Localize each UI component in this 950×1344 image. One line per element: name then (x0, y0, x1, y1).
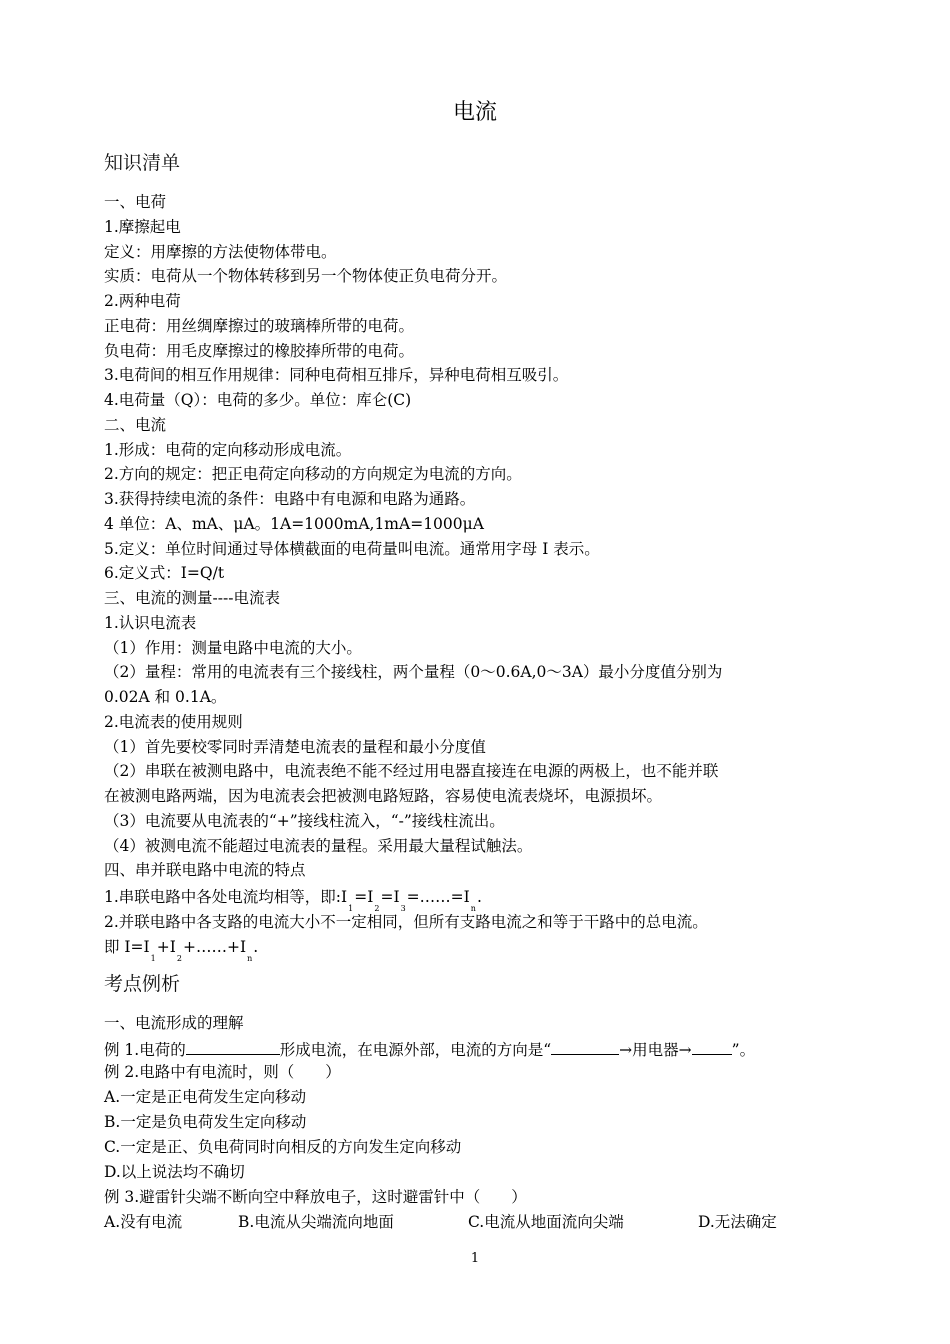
formula-text: 即 I=I (104, 938, 150, 956)
subscript: 1 (150, 954, 156, 963)
subscript: n (470, 904, 476, 913)
knowledge-line: 定义：用摩擦的方法使物体带电。 (104, 242, 337, 261)
parallel-law-line: 2.并联电路中各支路的电流大小不一定相同，但所有支路电流之和等于干路中的总电流。 (104, 913, 708, 931)
knowledge-line: （2）串联在被测电路中，电流表绝不能不经过用电器直接连在电源的两极上，也不能并联 (104, 762, 719, 781)
example-2: 例 2.电路中有电流时，则（ ） (104, 1063, 341, 1081)
knowledge-line: （1）首先要校零同时弄清楚电流表的量程和最小分度值 (104, 737, 486, 756)
knowledge-line: 2.电流表的使用规则 (104, 712, 243, 731)
knowledge-line: 负电荷：用毛皮摩擦过的橡胶捧所带的电荷。 (104, 341, 415, 360)
series-law-text: . (476, 888, 482, 906)
example-1 (104, 1038, 862, 1060)
knowledge-line: 1.认识电流表 (104, 613, 197, 632)
series-law-text: 1.串联电路中各处电流均相等，即:I (104, 888, 348, 906)
knowledge-line: 3.获得持续电流的条件：电路中有电源和电路为通路。 (104, 490, 476, 508)
example-3-options (104, 1212, 862, 1232)
knowledge-line: 0.02A 和 0.1A。 (104, 688, 227, 706)
example-2-option-b: B.一定是负电荷发生定向移动 (104, 1113, 307, 1131)
knowledge-line: （3）电流要从电流表的“+”接线柱流入，“-”接线柱流出。 (104, 811, 505, 830)
knowledge-line: 二、电流 (104, 415, 167, 434)
knowledge-line: 6.定义式：I=Q/t (104, 564, 225, 583)
section-heading-examples: 考点例析 (104, 973, 181, 995)
section-heading-knowledge: 知识清单 (104, 152, 181, 174)
knowledge-line: 2.方向的规定：把正电荷定向移动的方向规定为电流的方向。 (104, 465, 522, 484)
example-3-option-c: C.电流从地面流向尖端 (468, 1213, 624, 1231)
knowledge-line: 正电荷：用丝绸摩擦过的玻璃棒所带的电荷。 (104, 316, 415, 335)
series-law-text: =……=I (406, 888, 470, 906)
answer-blank[interactable] (186, 1038, 280, 1055)
knowledge-line: 1.形成：电荷的定向移动形成电流。 (104, 440, 352, 459)
formula-text: . (253, 938, 259, 956)
parallel-formula-line (104, 937, 862, 969)
knowledge-line: 4.电荷量（Q）：电荷的多少。单位：库仑(C) (104, 391, 412, 409)
example-3-option-d: D.无法确定 (698, 1213, 777, 1231)
example-text: ”。 (731, 1041, 756, 1059)
example-2-option-d: D.以上说法均不确切 (104, 1163, 245, 1181)
series-law-text: =I (380, 888, 400, 906)
example-2-option-c: C.一定是正、负电荷同时向相反的方向发生定向移动 (104, 1138, 462, 1156)
knowledge-line: 2.两种电荷 (104, 292, 181, 310)
subscript: 3 (400, 904, 406, 913)
page-title: 电流 (452, 100, 497, 125)
answer-blank[interactable] (551, 1038, 619, 1055)
knowledge-line: （2）量程：常用的电流表有三个接线柱，两个量程（0～0.6A,0～3A）最小分度值分别为 (104, 663, 723, 682)
formula-text: +……+I (182, 938, 247, 956)
answer-blank[interactable] (692, 1038, 732, 1055)
subscript: 1 (348, 904, 354, 913)
series-law-text: =I (354, 888, 374, 906)
knowledge-line: （4）被测电流不能超过电流表的量程。采用最大量程试触法。 (104, 836, 533, 855)
subscript: 2 (176, 954, 182, 963)
knowledge-line: 三、电流的测量----电流表 (104, 589, 280, 607)
formula-text: +I (156, 938, 176, 956)
page-number: 1 (470, 1251, 480, 1266)
knowledge-line: 在被测电路两端，因为电流表会把被测电路短路，容易使电流表烧坏，电源损坏。 (104, 787, 663, 805)
example-3-option-a: A.没有电流 (104, 1213, 183, 1231)
knowledge-line: 4 单位：A、mA、μA。1A=1000mA,1mA=1000μA (104, 514, 484, 533)
example-text: 形成电流，在电源外部，电流的方向是“ (279, 1041, 552, 1059)
knowledge-line: 3.电荷间的相互作用规律：同种电荷相互排斥，异种电荷相互吸引。 (104, 366, 569, 385)
question-group-heading: 一、电流形成的理解 (104, 1014, 244, 1032)
example-3: 例 3.避雷针尖端不断向空中释放电子，这时避雷针中（ ） (104, 1188, 527, 1206)
subscript: 2 (374, 904, 380, 913)
example-text: →用电器→ (619, 1041, 692, 1059)
knowledge-line: 5.定义：单位时间通过导体横截面的电荷量叫电流。通常用字母 I 表示。 (104, 539, 600, 558)
knowledge-line: 四、串并联电路中电流的特点 (104, 861, 306, 880)
example-2-option-a: A.一定是正电荷发生定向移动 (104, 1088, 307, 1106)
example-3-option-b: B.电流从尖端流向地面 (238, 1213, 394, 1231)
example-text: 例 1.电荷的 (104, 1041, 186, 1059)
knowledge-line: 一、电荷 (104, 193, 167, 211)
subscript: n (247, 954, 253, 963)
knowledge-line: （1）作用：测量电路中电流的大小。 (104, 638, 362, 657)
knowledge-line: 1.摩擦起电 (104, 217, 181, 236)
knowledge-line: 实质：电荷从一个物体转移到另一个物体使正负电荷分开。 (104, 267, 508, 286)
